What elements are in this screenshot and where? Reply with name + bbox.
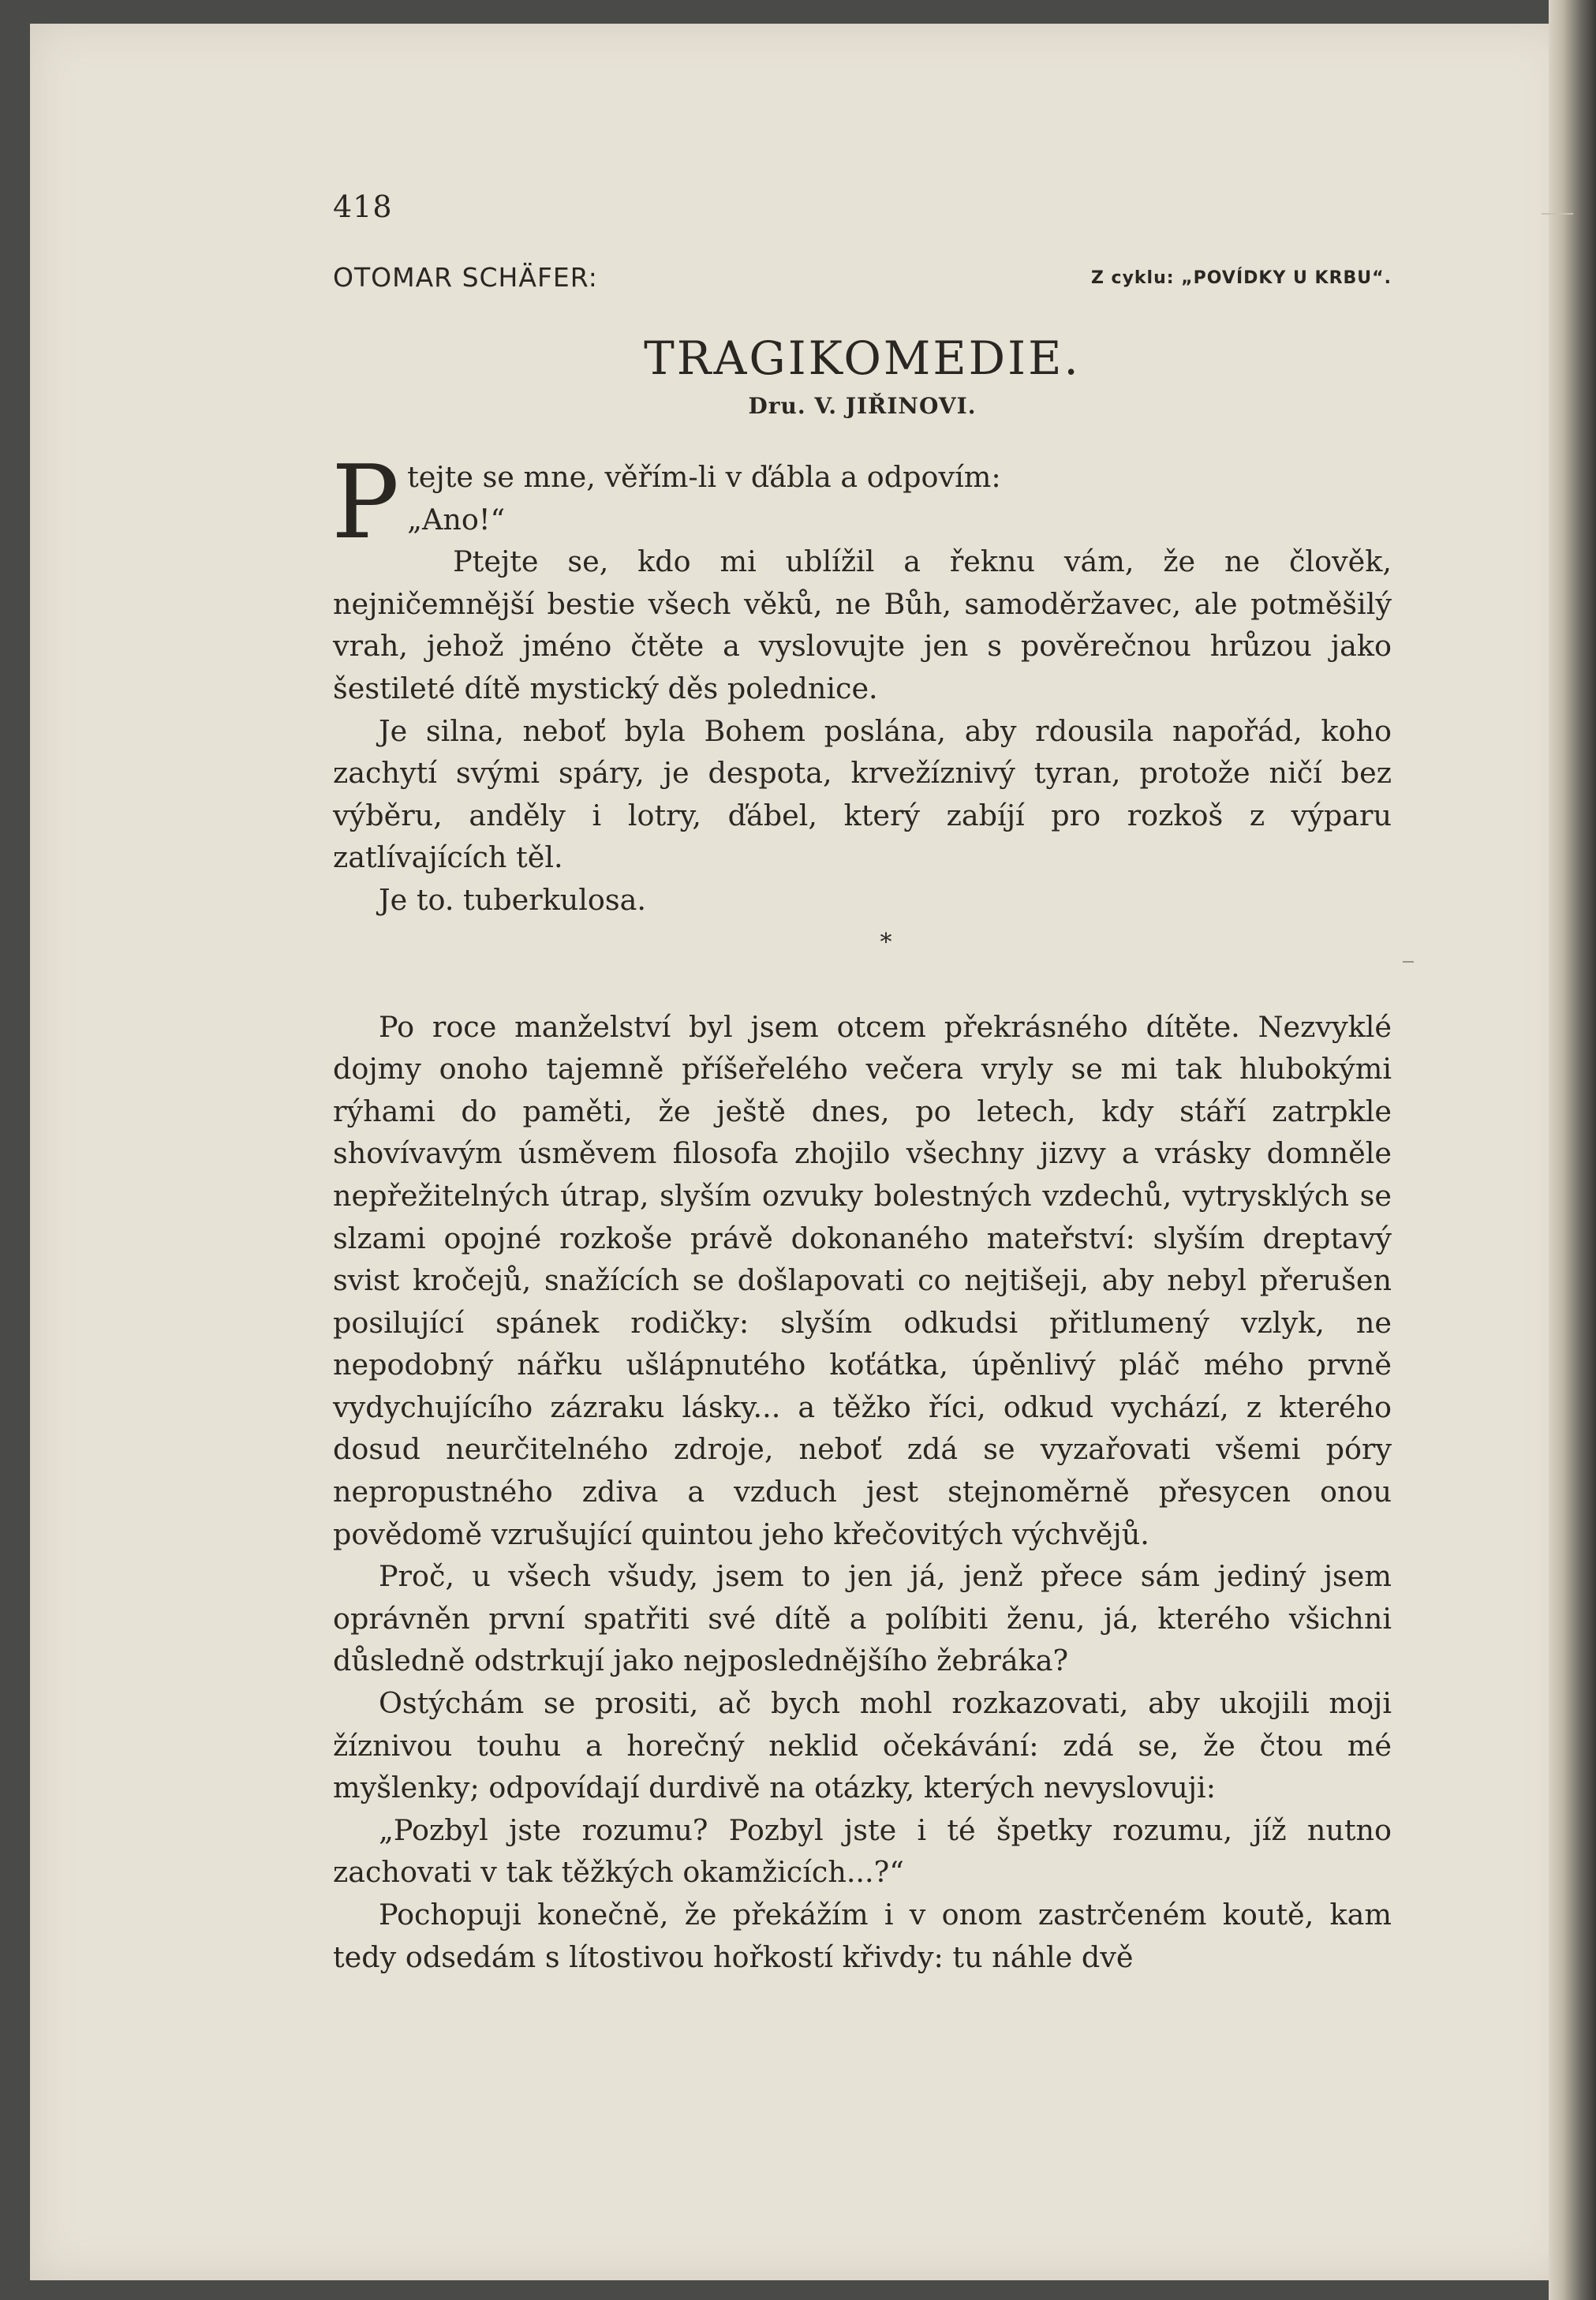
section-separator: *: [880, 928, 892, 956]
paragraph: Je silna, neboť byla Bohem poslána, aby rdousila napořád, koho zachytí svými spáry, je despota, krvežíznivý tyran, protože ničí bez výběru, anděly i lotry, ďábel, který zabíjí pro rozkoš z výparu zatlívajících těl.: [333, 713, 1392, 875]
paragraph: Pochopuji konečně, že překážím i v onom zastrčeném koutě, kam tedy odsedám s lítostivou hořkostí křivdy: tu náhle dvě: [333, 1898, 1392, 1974]
opening-line: tejte se mne, věřím-li v ďábla a odpovím:: [407, 460, 1001, 494]
paragraph: Ptejte se, kdo mi ublížil a řeknu vám, že ne člověk, nejničemnější bestie všech věků, ne Bůh, samoděržavec, ale potměšilý vrah, jehož jméno čtěte a vyslovujte jen s pověrečnou hrůzou jako šestileté dítě mystický děs polednice.: [333, 544, 1392, 705]
margin-mark: [1542, 213, 1573, 215]
paragraph-opening: [331, 444, 1392, 562]
page-number: 418: [333, 189, 393, 224]
story-body: [331, 444, 1392, 1978]
paragraph: Ostýchám se prositi, ač bych mohl rozkazovati, aby ukojili moji žíznivou touhu a horečný neklid očekávání: zdá se, že čtou mé myšlenky; odpovídají durdivě na otázky, kterých nevyslovuji:: [333, 1686, 1392, 1805]
paragraph: Proč, u všech všudy, jsem to jen já, jenž přece sám jediný jsem oprávněn první spatřiti své dítě a políbiti ženu, já, kterého všichni důsledně odstrkují jako nejposlednějšího žebráka?: [333, 1559, 1392, 1678]
author-name: OTOMAR SCHÄFER:: [333, 262, 598, 293]
margin-dash: [1403, 961, 1414, 963]
book-spine-shadow: [1549, 0, 1596, 2300]
dedication: Dru. V. JIŘINOVI.: [748, 393, 977, 419]
paragraph: „Pozbyl jste rozumu? Pozbyl jste i té špetky rozumu, jíž nutno zachovati v tak těžkých okamžicích...?“: [333, 1812, 1392, 1890]
opening-quote: „Ano!“: [407, 502, 506, 537]
cycle-title: Z cyklu: „POVÍDKY U KRBU“.: [1090, 268, 1392, 288]
paragraph: Je to. tuberkulosa.: [379, 882, 646, 917]
drop-cap: P: [331, 444, 400, 562]
paragraph: Po roce manželství byl jsem otcem překrásného dítěte. Nezvyklé dojmy onoho tajemně příšeřelého večera vryly se mi tak hlubokými rýhami do paměti, že ještě dnes, po letech, kdy stáří zatrpkle shovívavým úsměvem filosofa zhojilo všechny jizvy a vrásky domněle nepřežitelných útrap, slyším ozvuky bolestných vzdechů, vytrysklých se slzami opojné rozkoše právě dokonaného mateřství: slyším dreptavý svist kročejů, snažících se došlapovati co nejtišeji, aby nebyl přerušen posilující spánek rodičky: slyším odkudsi přitlumený vzlyk, ne nepodobný nářku ušlápnutého koťátka, úpěnlivý pláč mého prvně vydychujícího zázraku lásky... a těžko říci, odkud vychází, z kterého dosud neurčitelného zdroje, neboť zdá se vyzařovati všemi póry nepropustného zdiva a vzduch jest stejnoměrně přesycen onou povědomě vzrušující quintou jeho křečovitých výchvějů.: [333, 1009, 1392, 1551]
story-title: TRAGIKOMEDIE.: [644, 331, 1081, 385]
